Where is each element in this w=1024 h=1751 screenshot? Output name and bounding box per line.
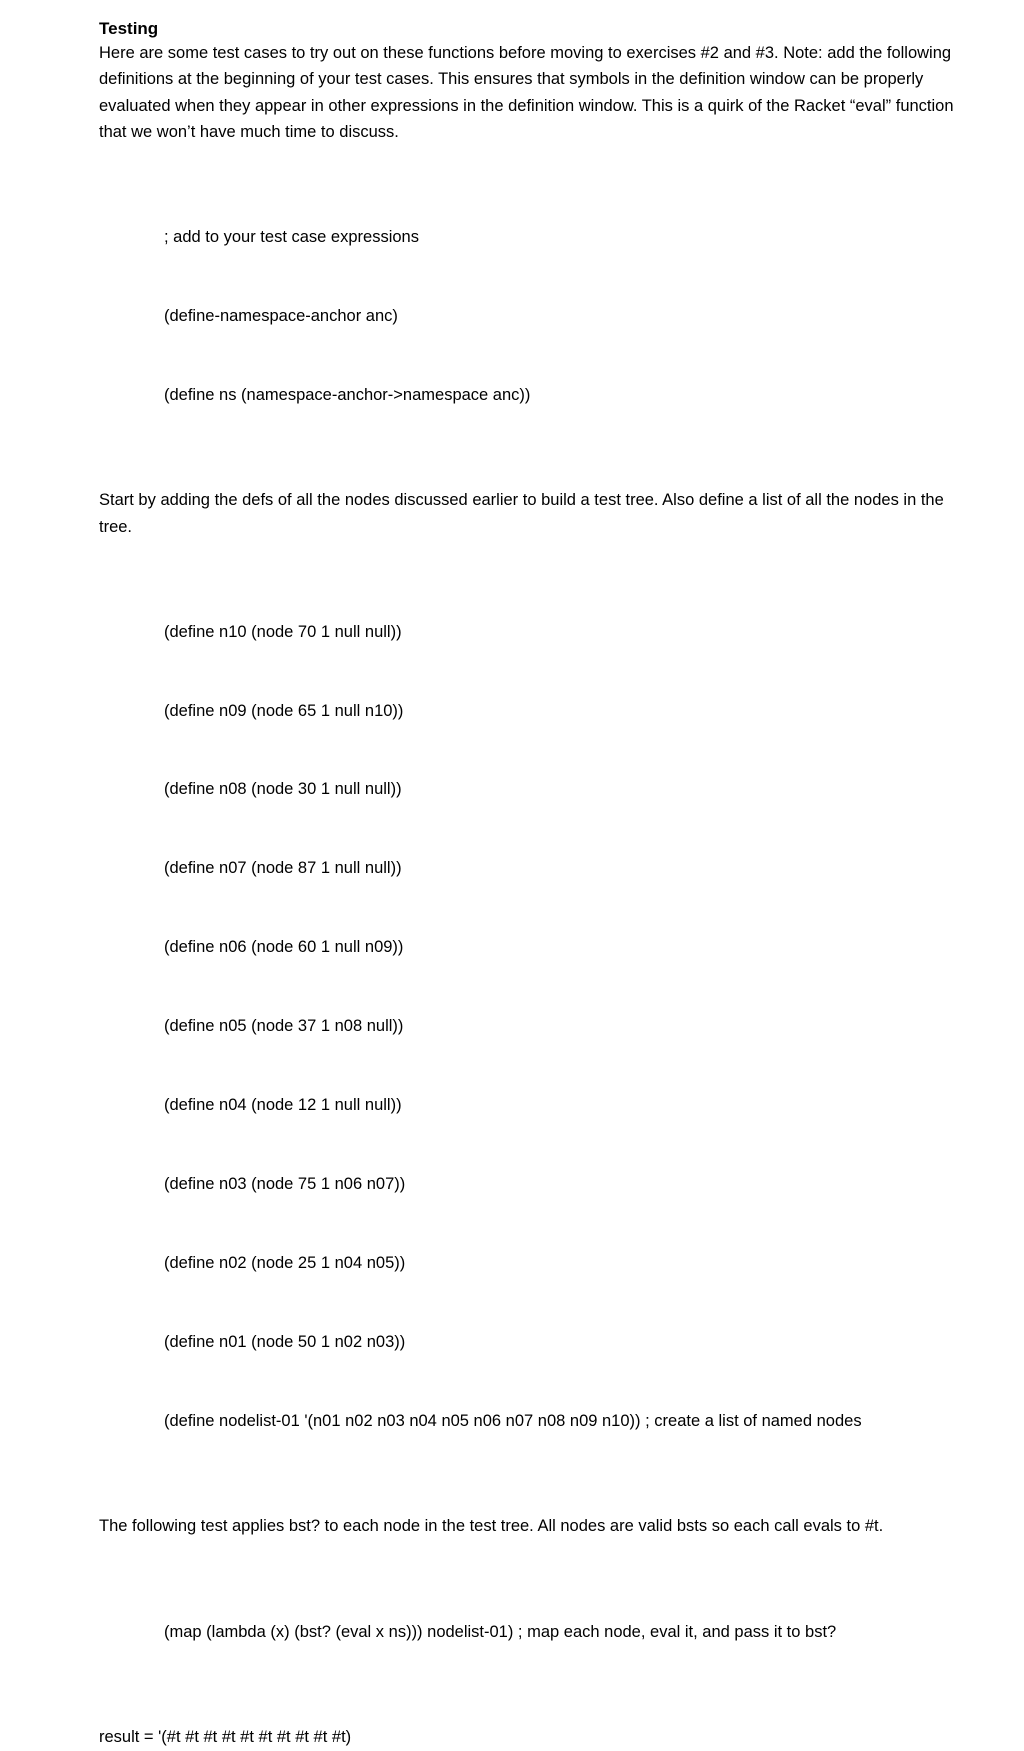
code-line: (map (lambda (x) (bst? (eval x ns))) nodelist-01) ; map each node, eval it, and pass it to bst? bbox=[164, 1623, 837, 1642]
spacer bbox=[99, 540, 979, 566]
code-line: (define-namespace-anchor anc) bbox=[164, 306, 398, 325]
spacer bbox=[99, 1486, 979, 1513]
code-line: (define n10 (node 70 1 null null)) bbox=[164, 622, 402, 641]
code-line: (define n05 (node 37 1 n08 null)) bbox=[164, 1017, 404, 1036]
code-line: (define n06 (node 60 1 null n09)) bbox=[164, 938, 404, 957]
intro-paragraph: Here are some test cases to try out on these functions before moving to exercises #2 and #3. Note: add the following definitions at the beginning of your test cases. This ensures that symbols in the definition window can be properly evaluated when they appear in other expressions in the definition window. This is a quirk of the Racket “eval” function that we won’t have much time to discuss. bbox=[99, 44, 954, 141]
section-heading: Testing bbox=[99, 19, 159, 38]
test-code-block bbox=[164, 1567, 979, 1698]
code-line: (define ns (namespace-anchor->namespace anc)) bbox=[164, 385, 531, 404]
code-line: (define n01 (node 50 1 n02 n03)) bbox=[164, 1332, 406, 1351]
result-line: result = '(#t #t #t #t #t #t #t #t #t #t) bbox=[99, 1728, 352, 1747]
code-line: ; add to your test case expressions bbox=[164, 227, 419, 246]
test-intro-paragraph: The following test applies bst? to each node in the test tree. All nodes are valid bsts so each call evals to #t. bbox=[99, 1517, 884, 1536]
code-line: (define nodelist-01 '(n01 n02 n03 n04 n05 n06 n07 n08 n09 n10)) ; create a list of named nodes bbox=[164, 1411, 862, 1430]
document-page bbox=[99, 18, 979, 1751]
code-line: (define n08 (node 30 1 null null)) bbox=[164, 780, 402, 799]
spacer bbox=[99, 145, 979, 171]
code-line: (define n09 (node 65 1 null n10)) bbox=[164, 701, 404, 720]
tree-intro-paragraph: Start by adding the defs of all the nodes discussed earlier to build a test tree. Also define a list of all the nodes in the tree. bbox=[99, 491, 944, 536]
spacer bbox=[99, 1540, 979, 1567]
namespace-code-block bbox=[164, 171, 979, 460]
node-defs-code-block bbox=[164, 566, 979, 1486]
spacer bbox=[99, 1698, 979, 1724]
code-line: (define n04 (node 12 1 null null)) bbox=[164, 1095, 402, 1114]
code-line: (define n02 (node 25 1 n04 n05)) bbox=[164, 1253, 406, 1272]
code-line: (define n07 (node 87 1 null null)) bbox=[164, 859, 402, 878]
code-line: (define n03 (node 75 1 n06 n07)) bbox=[164, 1174, 406, 1193]
spacer bbox=[99, 460, 979, 487]
